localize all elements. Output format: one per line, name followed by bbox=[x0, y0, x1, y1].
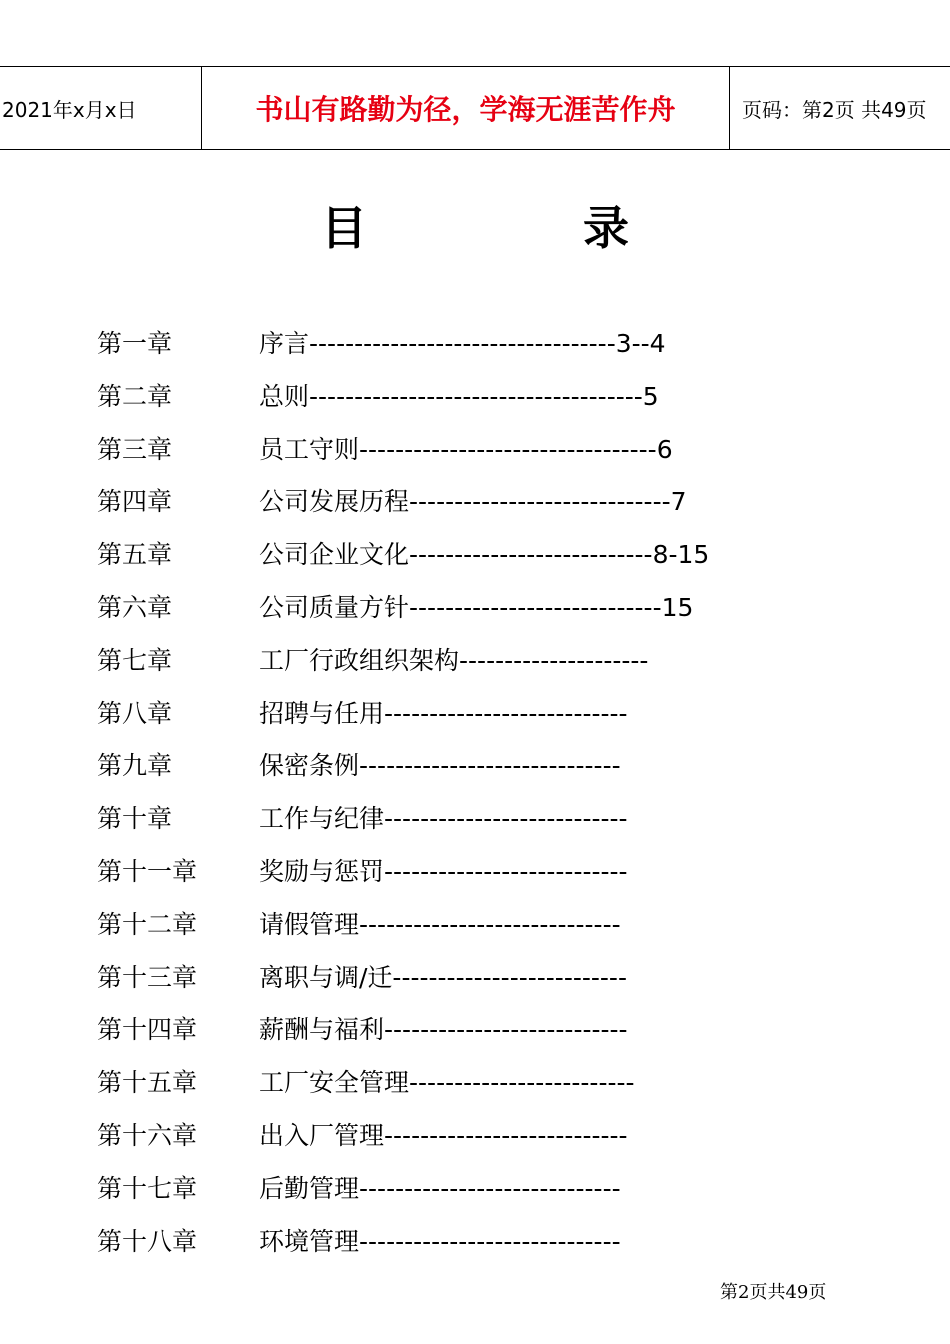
toc-chapter: 第十七章 bbox=[97, 1173, 198, 1203]
header-date: 2021年x月x日 bbox=[0, 67, 202, 149]
toc-chapter: 第七章 bbox=[97, 645, 173, 675]
toc-row[interactable] bbox=[97, 1063, 857, 1116]
toc-row[interactable] bbox=[97, 430, 857, 483]
toc-entry: 离职与调/迁-------------------------- bbox=[259, 962, 627, 992]
toc-row[interactable] bbox=[97, 694, 857, 747]
toc-chapter: 第八章 bbox=[97, 698, 173, 728]
toc-chapter: 第二章 bbox=[97, 381, 173, 411]
toc-chapter: 第十章 bbox=[97, 804, 173, 834]
toc-row[interactable] bbox=[97, 535, 857, 588]
toc-row[interactable] bbox=[97, 641, 857, 694]
toc-row[interactable] bbox=[97, 1010, 857, 1063]
toc-entry: 工厂行政组织架构--------------------- bbox=[259, 645, 649, 675]
toc-entry: 公司企业文化---------------------------8-15 bbox=[259, 540, 710, 570]
toc-chapter: 第十二章 bbox=[97, 909, 198, 939]
toc-entry: 招聘与任用--------------------------- bbox=[259, 698, 628, 728]
toc-entry: 公司质量方针----------------------------15 bbox=[259, 592, 694, 622]
toc-chapter: 第六章 bbox=[97, 592, 173, 622]
toc-row[interactable] bbox=[97, 1169, 857, 1222]
toc-row[interactable] bbox=[97, 588, 857, 641]
page-footer: 第2页共49页 bbox=[720, 1282, 827, 1303]
header-motto: 书山有路勤为径，学海无涯苦作舟 bbox=[202, 67, 730, 149]
toc-chapter: 第十五章 bbox=[97, 1068, 198, 1098]
toc-entry: 工作与纪律--------------------------- bbox=[259, 804, 628, 834]
toc-row[interactable] bbox=[97, 324, 857, 377]
toc-entry: 公司发展历程-----------------------------7 bbox=[259, 487, 687, 517]
toc-entry: 请假管理----------------------------- bbox=[259, 909, 621, 939]
toc-entry: 保密条例----------------------------- bbox=[259, 751, 621, 781]
toc-chapter: 第十四章 bbox=[97, 1015, 198, 1045]
toc-row[interactable] bbox=[97, 1116, 857, 1169]
toc-chapter: 第十一章 bbox=[97, 856, 198, 886]
toc-row[interactable] bbox=[97, 377, 857, 430]
toc-entry: 序言----------------------------------3--4 bbox=[259, 329, 666, 358]
toc-chapter: 第十六章 bbox=[97, 1120, 198, 1150]
toc-entry: 后勤管理----------------------------- bbox=[259, 1173, 621, 1203]
table-of-contents bbox=[97, 324, 857, 1274]
toc-entry: 环境管理----------------------------- bbox=[259, 1226, 621, 1256]
toc-entry: 总则-------------------------------------5 bbox=[259, 381, 659, 411]
toc-entry: 薪酬与福利--------------------------- bbox=[259, 1015, 628, 1045]
toc-row[interactable] bbox=[97, 958, 857, 1011]
toc-entry: 工厂安全管理------------------------- bbox=[259, 1068, 635, 1098]
toc-row[interactable] bbox=[97, 852, 857, 905]
toc-row[interactable] bbox=[97, 905, 857, 958]
toc-chapter: 第一章 bbox=[97, 329, 173, 358]
toc-entry: 员工守则---------------------------------6 bbox=[259, 434, 673, 464]
toc-row[interactable] bbox=[97, 746, 857, 799]
toc-chapter: 第九章 bbox=[97, 751, 173, 781]
header-page-info: 页码：第2页 共49页 bbox=[742, 97, 927, 122]
toc-chapter: 第三章 bbox=[97, 434, 173, 464]
toc-chapter: 第十八章 bbox=[97, 1226, 198, 1256]
toc-entry: 出入厂管理--------------------------- bbox=[259, 1120, 628, 1150]
page-header bbox=[0, 66, 950, 150]
toc-row[interactable] bbox=[97, 1222, 857, 1275]
toc-chapter: 第十三章 bbox=[97, 962, 198, 992]
toc-row[interactable] bbox=[97, 482, 857, 535]
toc-row[interactable] bbox=[97, 799, 857, 852]
toc-title: 目 录 bbox=[320, 201, 729, 255]
toc-chapter: 第四章 bbox=[97, 487, 173, 517]
toc-chapter: 第五章 bbox=[97, 540, 173, 570]
toc-entry: 奖励与惩罚--------------------------- bbox=[259, 856, 628, 886]
